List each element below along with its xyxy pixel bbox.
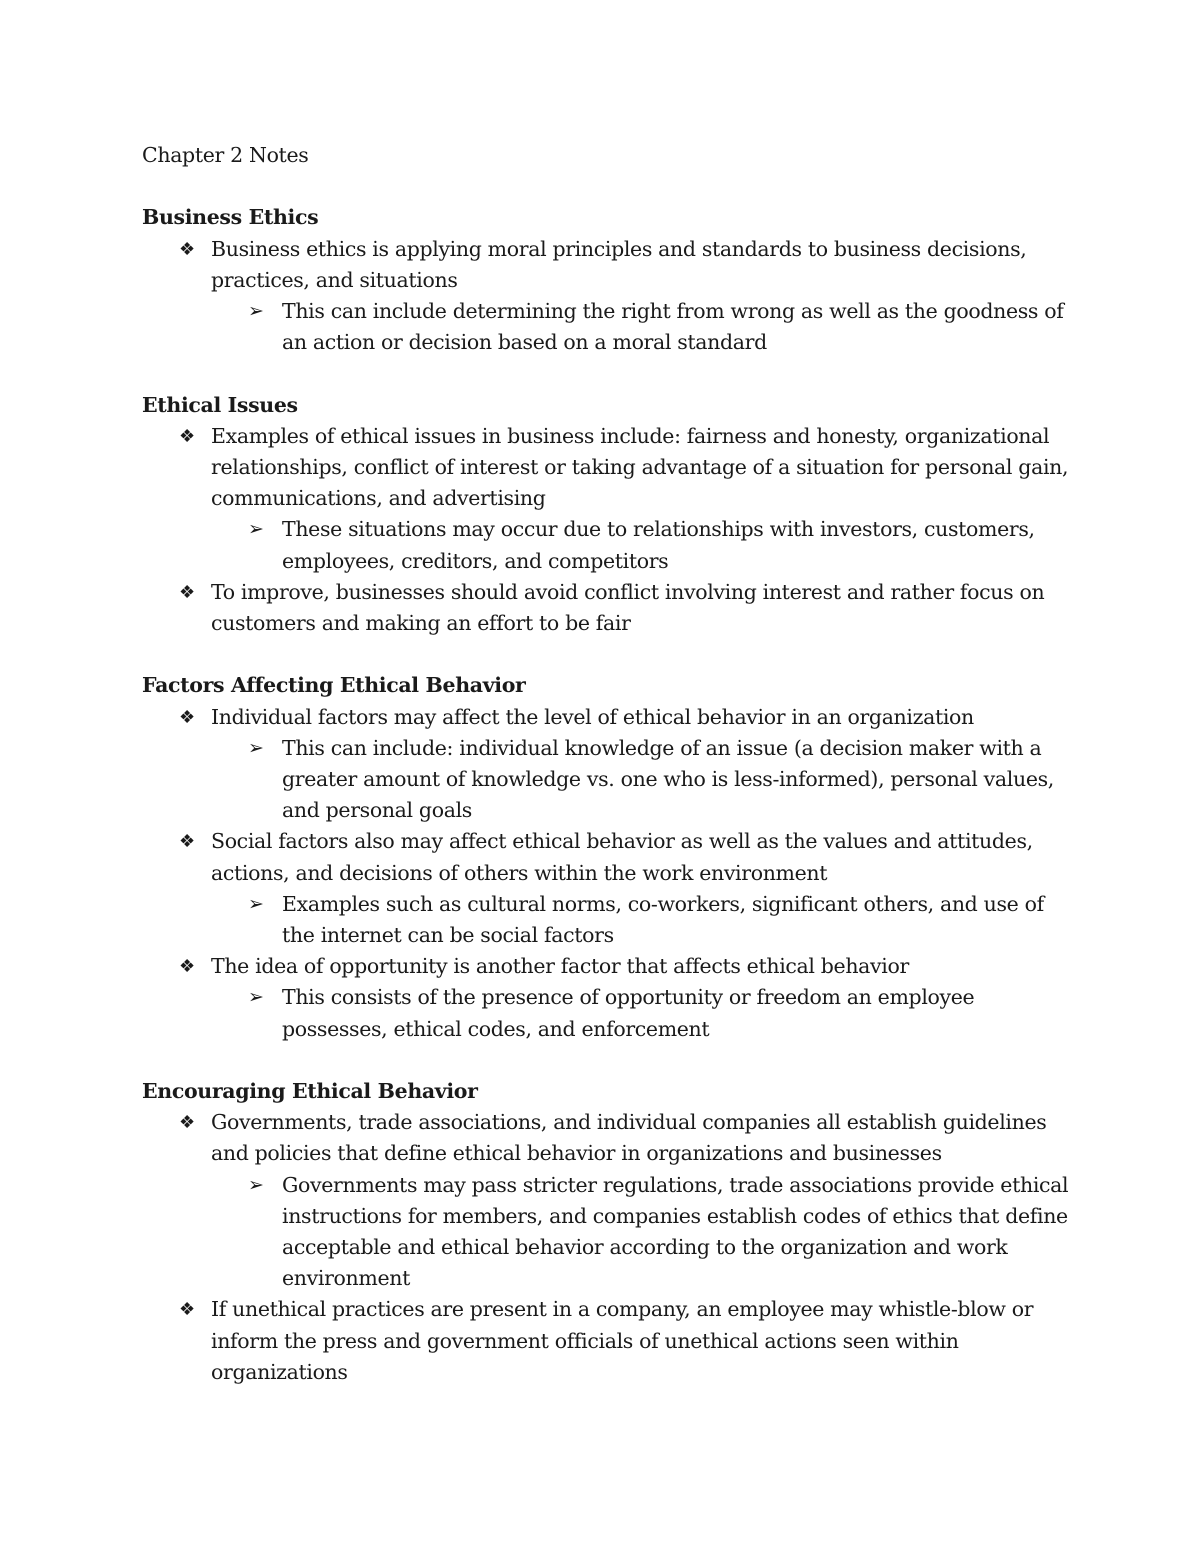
section-heading: Business Ethics	[142, 205, 319, 230]
list-item	[142, 951, 1072, 982]
spacer	[142, 1045, 1072, 1076]
section-encouraging-ethical-behavior	[142, 1076, 1072, 1388]
diamond-bullet-icon: ❖	[179, 831, 195, 853]
list-item-text: The idea of opportunity is another factor that affects ethical behavior	[211, 954, 909, 979]
diamond-bullet-icon: ❖	[179, 238, 195, 260]
list-item-text: Governments, trade associations, and individual companies all establish guidelines and policies that define ethical behavior in organizations and businesses	[211, 1110, 1047, 1166]
sub-list-item-text: These situations may occur due to relationships with investors, customers, employees, creditors, and competitors	[282, 517, 1035, 573]
sub-list-item	[142, 889, 1072, 951]
list-item-text: Individual factors may affect the level of ethical behavior in an organization	[211, 704, 974, 729]
bullet-list	[142, 702, 1072, 1045]
section-ethical-issues	[142, 390, 1072, 640]
sub-list-item-text: Examples such as cultural norms, co-workers, significant others, and use of the internet can be social factors	[282, 891, 1044, 948]
sub-list-item-text: Governments may pass stricter regulations, trade associations provide ethical instructions for members, and companies establish codes of ethics that define acceptable and ethical behavior according to the organization and work environment	[282, 1172, 1069, 1291]
diamond-bullet-icon: ❖	[179, 1299, 195, 1321]
sub-list-item-text: This consists of the presence of opportunity or freedom an employee possesses, ethical codes, and enforcement	[282, 985, 975, 1041]
sub-list-item	[142, 733, 1072, 827]
sub-list-item	[142, 514, 1072, 576]
section-heading: Factors Affecting Ethical Behavior	[142, 673, 526, 698]
sub-list-item-text: This can include determining the right from wrong as well as the goodness of an action or decision based on a moral standard	[282, 299, 1064, 355]
bullet-list	[142, 234, 1072, 359]
list-item	[142, 577, 1072, 639]
list-item-text: If unethical practices are present in a company, an employee may whistle-blow or inform the press and government officials of unethical actions seen within organizations	[211, 1297, 1034, 1384]
spacer	[142, 358, 1072, 389]
sub-list-item	[142, 1170, 1072, 1295]
bullet-list	[142, 1107, 1072, 1388]
document-page	[142, 140, 1072, 1388]
spacer	[142, 639, 1072, 670]
list-item-text: Examples of ethical issues in business include: fairness and honesty, organizational relationships, conflict of interest or taking advantage of a situation for personal gain, communications, and advertising	[211, 423, 1069, 511]
list-item	[142, 702, 1072, 733]
spacer	[142, 171, 1072, 202]
bullet-list	[142, 421, 1072, 639]
list-item	[142, 826, 1072, 888]
document-title: Chapter 2 Notes	[142, 143, 309, 167]
diamond-bullet-icon: ❖	[179, 706, 195, 728]
list-item	[142, 421, 1072, 515]
arrow-bullet-icon: ➢	[248, 300, 264, 322]
list-item	[142, 1294, 1072, 1388]
diamond-bullet-icon: ❖	[179, 425, 195, 447]
sub-list-item	[142, 982, 1072, 1044]
section-factors-affecting-ethical-behavior	[142, 670, 1072, 1044]
sub-list-item-text: This can include: individual knowledge of an issue (a decision maker with a greater amount of knowledge vs. one who is less-informed), personal values, and personal goals	[282, 735, 1054, 823]
arrow-bullet-icon: ➢	[248, 986, 264, 1009]
arrow-bullet-icon: ➢	[248, 736, 264, 759]
arrow-bullet-icon: ➢	[248, 892, 264, 915]
list-item	[142, 234, 1072, 296]
arrow-bullet-icon: ➢	[248, 1173, 264, 1196]
list-item	[142, 1107, 1072, 1169]
diamond-bullet-icon: ❖	[179, 581, 195, 603]
section-business-ethics	[142, 202, 1072, 358]
diamond-bullet-icon: ❖	[179, 1112, 195, 1134]
sub-list-item	[142, 296, 1072, 358]
section-heading: Encouraging Ethical Behavior	[142, 1079, 478, 1104]
arrow-bullet-icon: ➢	[248, 518, 264, 541]
diamond-bullet-icon: ❖	[179, 956, 195, 978]
list-item-text: Business ethics is applying moral principles and standards to business decisions, practices, and situations	[211, 236, 1027, 292]
list-item-text: Social factors also may affect ethical behavior as well as the values and attitudes, actions, and decisions of others within the work environment	[211, 829, 1033, 885]
list-item-text: To improve, businesses should avoid conflict involving interest and rather focus on customers and making an effort to be fair	[211, 579, 1045, 636]
section-heading: Ethical Issues	[142, 392, 298, 417]
